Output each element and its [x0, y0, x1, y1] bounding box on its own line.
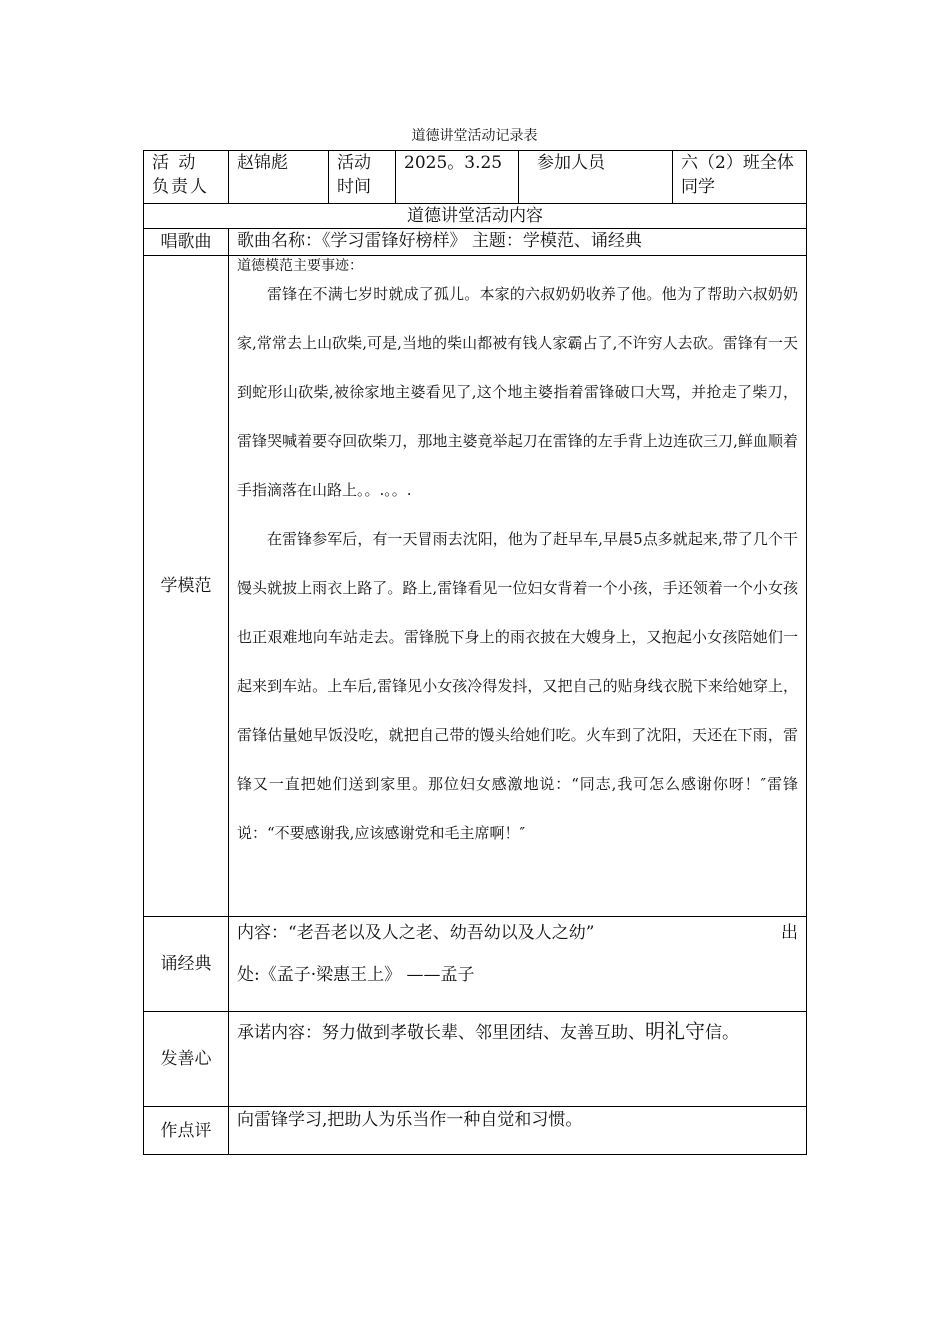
classic-source: 处:《孟子·梁惠王上》 ——孟子 — [237, 965, 475, 985]
comment-content — [229, 1107, 807, 1155]
content-section-row — [144, 204, 807, 229]
activity-record-table — [143, 150, 807, 1155]
comment-label: 作点评 — [144, 1107, 229, 1155]
content-section-title: 道德讲堂活动内容 — [144, 204, 807, 229]
model-label: 学模范 — [144, 256, 229, 917]
model-intro: 道德模范主要事迹： — [237, 258, 363, 274]
model-row — [144, 256, 807, 917]
classic-content-line — [237, 911, 798, 955]
model-content — [229, 256, 807, 917]
time-value: 2025。3.25 — [396, 151, 519, 204]
classic-row — [144, 917, 807, 1012]
comment-row — [144, 1107, 807, 1155]
kindness-text — [237, 1012, 798, 1050]
classic-label: 诵经典 — [144, 917, 229, 1012]
kindness-content — [229, 1012, 807, 1107]
kindness-text-main: 承诺内容：努力做到孝敬长辈、邻里团结、友善互助、 — [237, 1023, 645, 1043]
leader-label: 活 动 负责人 — [144, 151, 229, 204]
participants-value: 六（2）班全体同学 — [673, 151, 807, 204]
song-row — [144, 229, 807, 256]
classic-content — [229, 917, 807, 1012]
kindness-text-end: 信。 — [705, 1023, 739, 1043]
header-row — [144, 151, 807, 204]
model-paragraph-2: 在雷锋参军后，有一天冒雨去沈阳，他为了赶早车,早晨5点多就起来,带了几个干馒头就披上雨衣上路了。路上,雷锋看见一位妇女背着一个小孩，手还领着一个小女孩也正艰难地向车站走去。雷锋脱下身上的雨衣披在大嫂身上，又抱起小女孩陪她们一起来到车站。上车后,雷锋见小女孩冷得发抖，又把自己的贴身线衣脱下来给她穿上，雷锋估量她早饭没吃，就把自己带的馒头给她们吃。火车到了沈阳，天还在下雨，雷锋又一直把她们送到家里。那位妇女感激地说：“同志,我可怎么感谢你呀！″雷锋说：“不要感谢我,应该感谢党和毛主席啊！″ — [237, 530, 798, 842]
song-label: 唱歌曲 — [144, 229, 229, 256]
kindness-row — [144, 1012, 807, 1107]
classic-source-prefix: 出 — [781, 923, 798, 943]
kindness-label: 发善心 — [144, 1012, 229, 1107]
song-text: 歌曲名称：《学习雷锋好榜样》 主题：学模范、诵经典 — [229, 229, 807, 256]
model-paragraph-1: 雷锋在不满七岁时就成了孤儿。本家的六叔奶奶收养了他。他为了帮助六叔奶奶家,常常去上山砍柴,可是,当地的柴山都被有钱人家霸占了,不许穷人去砍。雷锋有一天到蛇形山砍柴,被徐家地主婆看见了,这个地主婆指着雷锋破口大骂，并抢走了柴刀，雷锋哭喊着要夺回砍柴刀，那地主婆竟举起刀在雷锋的左手背上边连砍三刀,鲜血顺着手指滴落在山路上。。.。。. — [237, 285, 798, 499]
kindness-text-emphasis: 明礼守 — [645, 1019, 705, 1043]
leader-value: 赵锦彪 — [229, 151, 329, 204]
comment-text: 向雷锋学习,把助人为乐当作一种自觉和习惯。 — [237, 1110, 583, 1130]
classic-content-text: 内容：“老吾老以及人之老、幼吾幼以及人之幼” — [237, 923, 595, 943]
document-title: 道德讲堂活动记录表 — [411, 128, 538, 144]
participants-label: 参加人员 — [519, 151, 673, 204]
time-label: 活动 时间 — [329, 151, 396, 204]
